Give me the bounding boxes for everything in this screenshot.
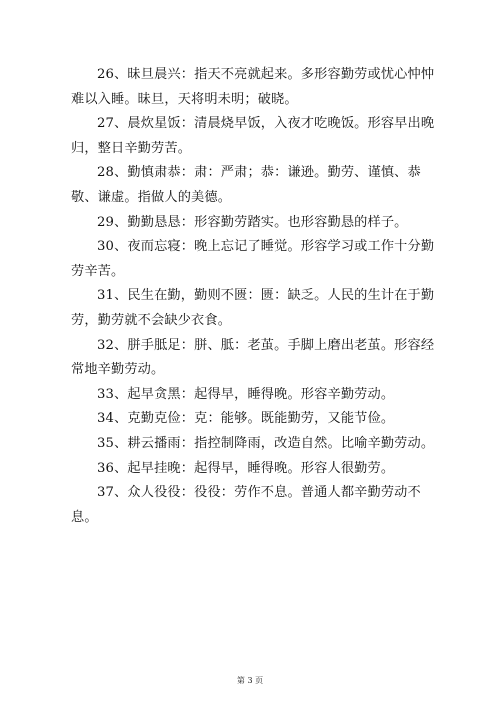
idiom-paragraph: 27、晨炊星饭：清晨烧早饭，入夜才吃晚饭。形容早出晚归，整日辛勤劳苦。	[71, 116, 435, 156]
idiom-paragraph: 36、起早挂晚：起得早，睡得晚。形容人很勤劳。	[97, 460, 395, 476]
page-number: 第 3 页	[236, 676, 264, 685]
idiom-paragraph: 28、勤慎肃恭：肃：严肃；恭：谦逊。勤劳、谨慎、恭敬、谦虚。指做人的美德。	[71, 165, 421, 205]
idiom-paragraph: 31、民生在勤，勤则不匮：匮：缺乏。人民的生计在于勤劳，勤劳就不会缺少衣食。	[71, 288, 435, 328]
idiom-paragraph: 33、起早贪黑：起得早，睡得晚。形容辛勤劳动。	[97, 386, 395, 402]
idiom-paragraph: 34、克勤克俭：克：能够。既能勤劳，又能节俭。	[97, 411, 395, 427]
idiom-paragraph: 30、夜而忘寝：晚上忘记了睡觉。形容学习或工作十分勤劳辛苦。	[71, 239, 435, 279]
idiom-paragraph: 26、昧旦晨兴：指天不亮就起来。多形容勤劳或忧心忡忡难以入睡。昧旦，天将明未明；破晓。	[71, 67, 435, 107]
idiom-list	[71, 63, 435, 530]
idiom-paragraph: 32、胼手胝足：胼、胝：老茧。手脚上磨出老茧。形容经常地辛勤劳动。	[71, 337, 435, 378]
idiom-paragraph: 35、耕云播雨：指控制降雨，改造自然。比喻辛勤劳动。	[97, 435, 435, 451]
idiom-paragraph: 29、勤勤恳恳：形容勤劳踏实。也形容勤恳的样子。	[97, 214, 408, 230]
idiom-paragraph: 37、众人役役：役役：劳作不息。普通人都辛勤劳动不息。	[71, 485, 421, 525]
